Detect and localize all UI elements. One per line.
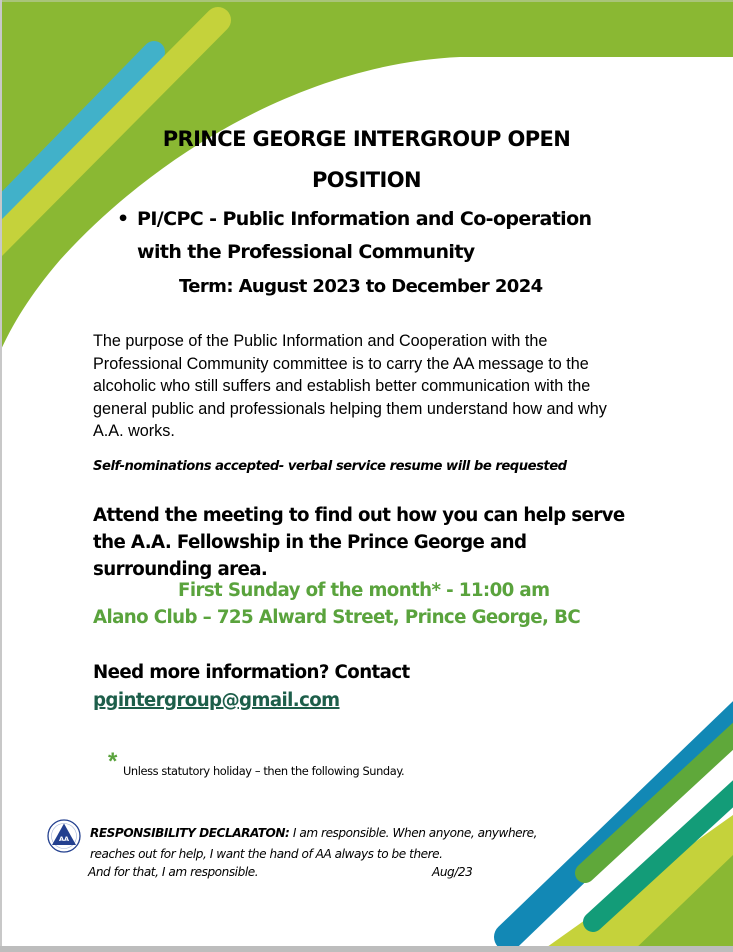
position-bullet: • <box>117 208 129 230</box>
footnote-asterisk: * <box>108 748 118 775</box>
title-line-1: PRINCE GEORGE INTERGROUP OPEN <box>162 127 571 151</box>
purpose-paragraph: The purpose of the Public Information and Cooperation with the Professional Community committee is to carry the AA message to the alcoholic who still suffers and establish better communication with the general public and professionals helping them understand how and why A.A. works. <box>93 332 607 441</box>
declaration-line-2: reaches out for help, I want the hand of AA always to be there. <box>90 847 443 861</box>
meeting-location: Alano Club – 725 Alward Street, Prince George, BC <box>93 607 581 628</box>
declaration-line-3: And for that, I am responsible. <box>88 865 259 879</box>
declaration-label: RESPONSIBILITY DECLARATON: <box>90 826 290 840</box>
contact-prompt: Need more information? Contact <box>93 662 410 683</box>
responsibility-declaration <box>90 823 550 865</box>
page-top-edge <box>0 0 733 2</box>
footnote-text: Unless statutory holiday – then the following Sunday. <box>123 764 405 778</box>
contact-email-link[interactable]: pgintergroup@gmail.com <box>93 690 340 711</box>
declaration-line-1: I am responsible. When anyone, anywhere, <box>289 826 538 840</box>
title-line-2: POSITION <box>312 168 421 192</box>
position-title-line-1: PI/CPC - Public Information and Co-operation <box>137 208 592 230</box>
position-title-line-2: with the Professional Community <box>137 241 475 263</box>
date-code: Aug/23 <box>432 865 473 879</box>
aa-logo-icon <box>47 819 81 853</box>
logo-center-text: AA <box>58 835 70 843</box>
attend-text: Attend the meeting to find out how you can help serve the A.A. Fellowship in the Prince George and surrounding area. <box>93 505 625 580</box>
term-dates: Term: August 2023 to December 2024 <box>179 276 543 297</box>
page-left-edge <box>0 0 2 952</box>
nomination-note: Self-nominations accepted- verbal service resume will be requested <box>93 459 567 474</box>
contact-block <box>93 659 410 715</box>
page-bottom-edge <box>0 946 733 952</box>
meeting-time: First Sunday of the month* - 11:00 am <box>178 580 550 601</box>
